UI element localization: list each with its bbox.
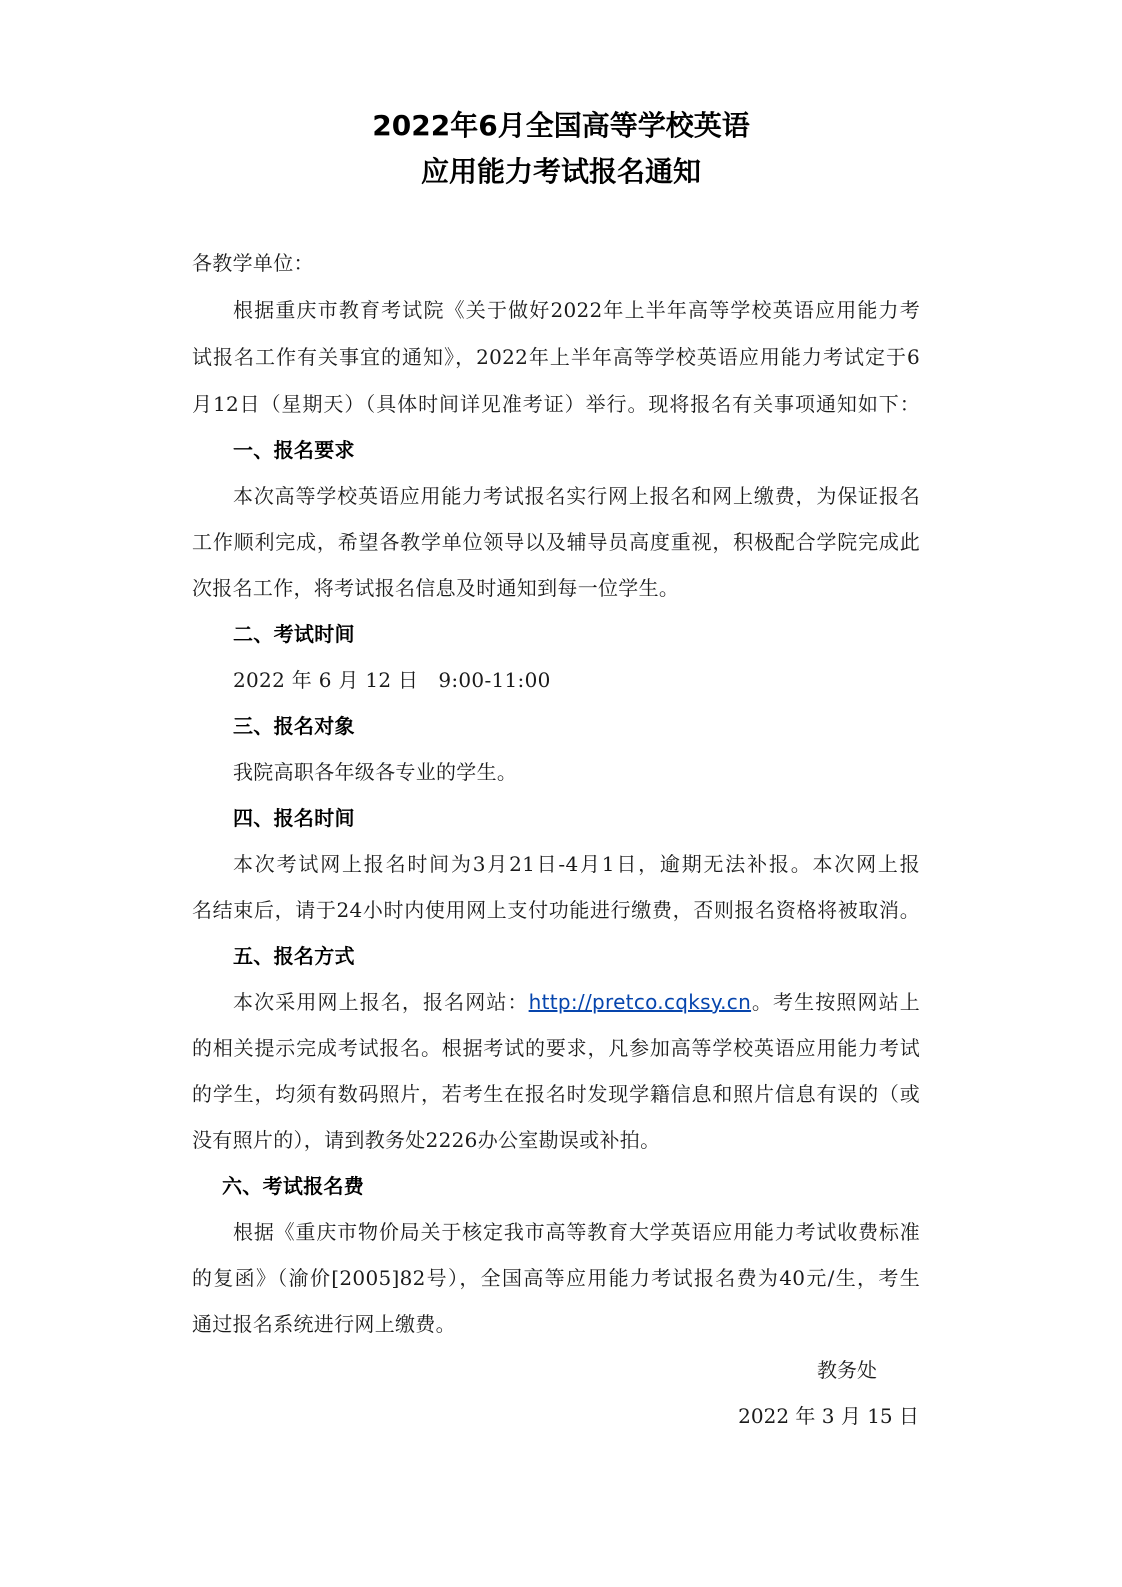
- section-text-line: 本次高等学校英语应用能力考试报名实行网上报名和网上缴费，为保证报名: [233, 484, 920, 508]
- section-text-line: 次报名工作，将考试报名信息及时通知到每一位学生。: [192, 576, 680, 600]
- section-text-line: [233, 989, 920, 1015]
- exam-time-value: 2022 年 6 月 12 日 9:00-11:00: [233, 668, 551, 692]
- section-text-line: 我院高职各年级各专业的学生。: [233, 760, 518, 784]
- section-text-line: 的学生，均须有数码照片，若考生在报名时发现学籍信息和照片信息有误的（或: [192, 1082, 920, 1106]
- section-text-line: 根据《重庆市物价局关于核定我市高等教育大学英语应用能力考试收费标准: [233, 1220, 920, 1244]
- signature-date: 2022 年 3 月 15 日: [738, 1404, 919, 1428]
- section-text-line: 的复函》（渝价[2005]82号），全国高等应用能力考试报名费为40元/生，考生: [192, 1266, 920, 1290]
- section-text-line: 名结束后，请于24小时内使用网上支付功能进行缴费，否则报名资格将被取消。: [192, 898, 920, 922]
- section-heading-requirements: 一、报名要求: [233, 438, 355, 462]
- section-text-line: 的相关提示完成考试报名。根据考试的要求，凡参加高等学校英语应用能力考试: [192, 1036, 920, 1060]
- registration-website-link[interactable]: http://pretco.cqksy.cn: [528, 990, 752, 1014]
- section-heading-registration-method: 五、报名方式: [233, 944, 355, 968]
- section-heading-fee: 六、考试报名费: [222, 1174, 365, 1198]
- section-heading-target: 三、报名对象: [233, 714, 355, 738]
- section-heading-registration-time: 四、报名时间: [233, 806, 355, 830]
- section-text-line: 没有照片的），请到教务处2226办公室勘误或补拍。: [192, 1128, 661, 1152]
- salutation: 各教学单位：: [192, 251, 314, 275]
- registration-method-prefix: 本次采用网上报名，报名网站：: [233, 990, 529, 1014]
- registration-method-suffix: 。考生按照网站上: [751, 990, 921, 1014]
- section-text-line: 工作顺利完成，希望各教学单位领导以及辅导员高度重视，积极配合学院完成此: [192, 530, 920, 554]
- document-title-line1: 2022年6月全国高等学校英语: [372, 109, 750, 142]
- intro-line-2: 试报名工作有关事宜的通知》，2022年上半年高等学校英语应用能力考试定于6: [192, 345, 920, 369]
- section-text-line: 本次考试网上报名时间为3月21日-4月1日，逾期无法补报。本次网上报: [233, 852, 920, 876]
- section-heading-exam-time: 二、考试时间: [233, 622, 355, 646]
- document-title-line2: 应用能力考试报名通知: [420, 155, 701, 188]
- intro-line-3: 月12日（星期天）（具体时间详见准考证）举行。现将报名有关事项通知如下：: [192, 392, 920, 416]
- signature-office: 教务处: [817, 1358, 877, 1382]
- section-text-line: 通过报名系统进行网上缴费。: [192, 1312, 456, 1336]
- intro-line-1: 根据重庆市教育考试院《关于做好2022年上半年高等学校英语应用能力考: [233, 298, 920, 322]
